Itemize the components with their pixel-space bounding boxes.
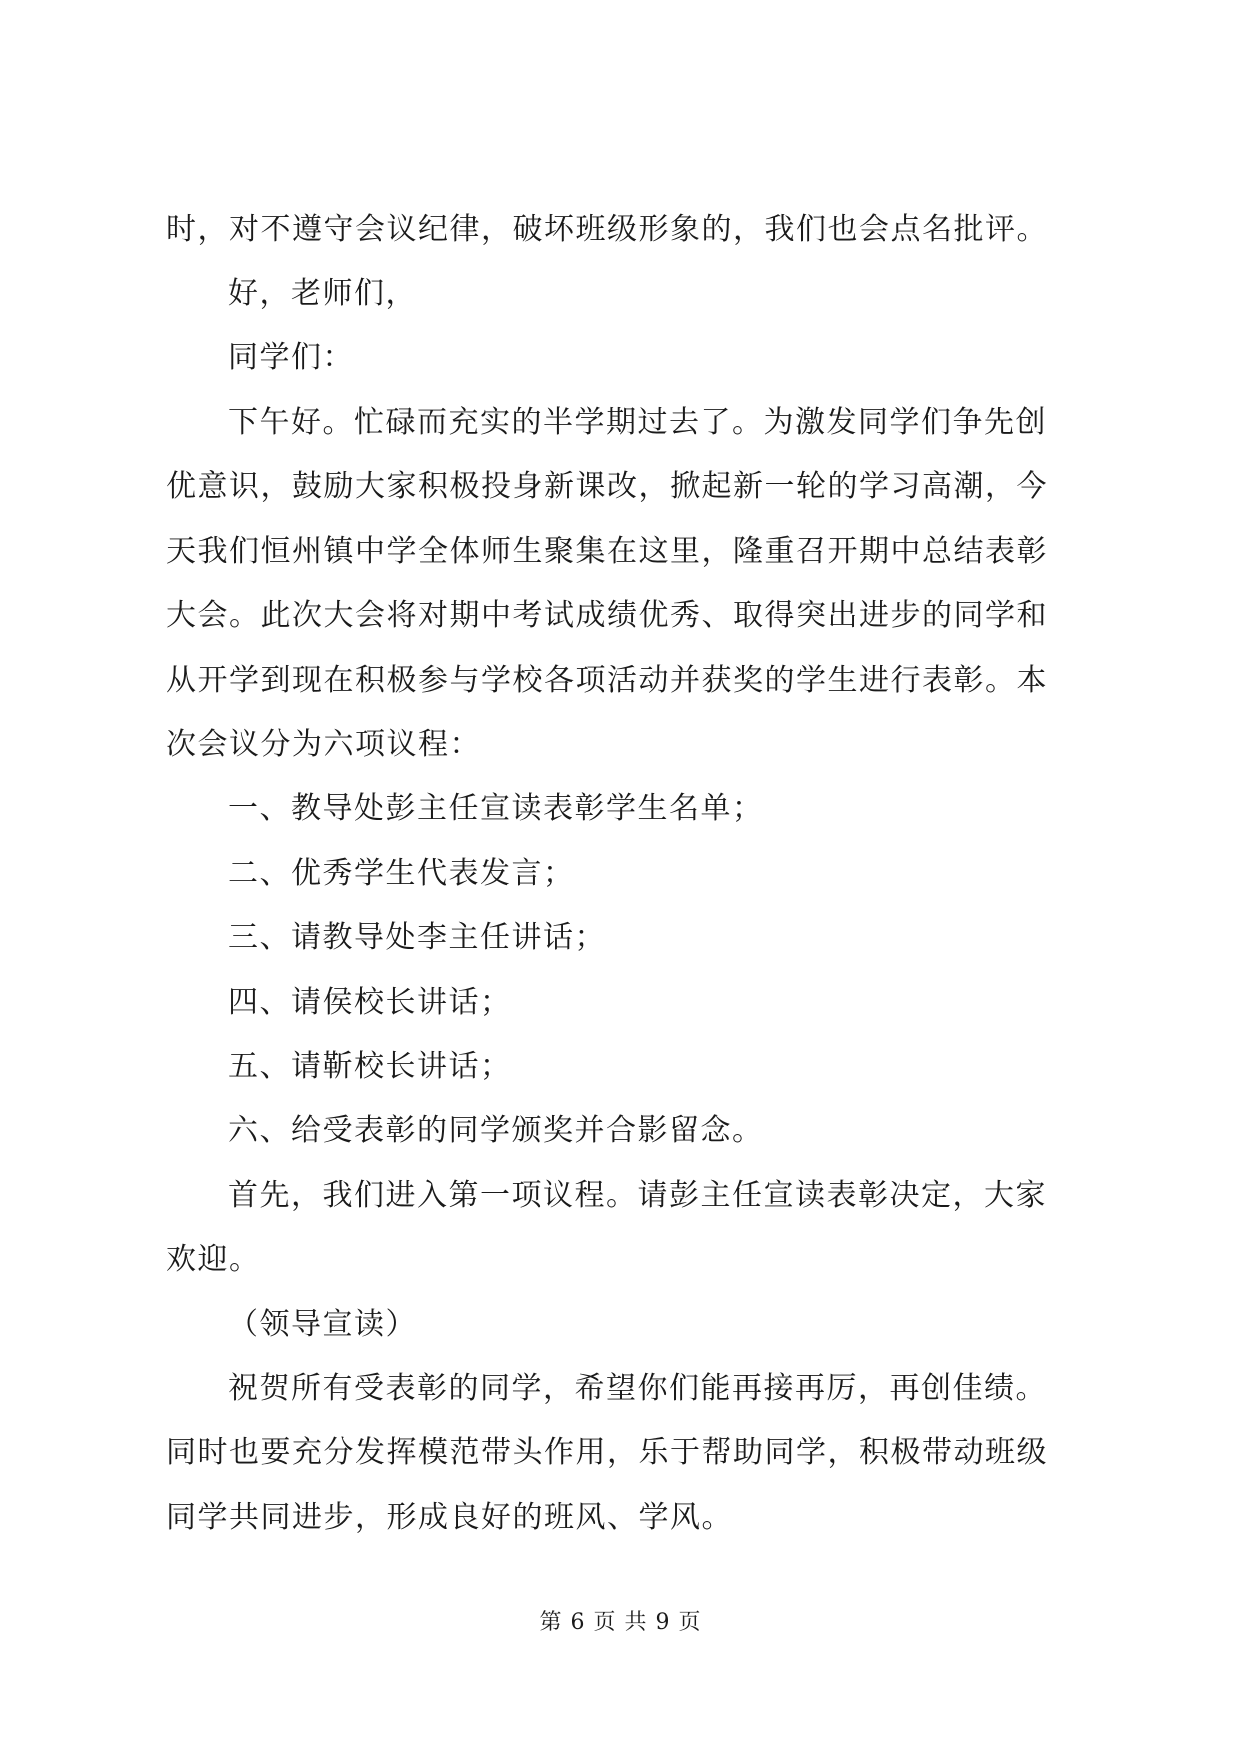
agenda-item: 二、优秀学生代表发言； [228, 856, 575, 891]
body-line: 大会。此次大会将对期中考试成绩优秀、取得突出进步的同学和 [166, 598, 1048, 633]
agenda-item: 五、请靳校长讲话； [228, 1049, 512, 1084]
body-line: 同学共同进步，形成良好的班风、学风。 [166, 1500, 733, 1535]
agenda-item: 三、请教导处李主任讲话； [228, 920, 606, 955]
body-line: 首先，我们进入第一项议程。请彭主任宣读表彰决定，大家 [228, 1178, 1047, 1213]
body-line: 同学们： [228, 340, 354, 375]
body-line: 同时也要充分发挥模范带头作用，乐于帮助同学，积极带动班级 [166, 1435, 1048, 1470]
body-line: 时，对不遵守会议纪律，破坏班级形象的，我们也会点名批评。 [166, 212, 1048, 247]
body-line: 祝贺所有受表彰的同学，希望你们能再接再厉，再创佳绩。 [228, 1371, 1047, 1406]
body-line: 天我们恒州镇中学全体师生聚集在这里，隆重召开期中总结表彰 [166, 534, 1048, 569]
body-line: 欢迎。 [166, 1242, 261, 1277]
body-line: （领导宣读） [228, 1307, 417, 1342]
body-line: 下午好。忙碌而充实的半学期过去了。为激发同学们争先创 [228, 405, 1047, 440]
body-line: 从开学到现在积极参与学校各项活动并获奖的学生进行表彰。本 [166, 663, 1048, 698]
body-line: 好，老师们， [228, 276, 417, 311]
body-line: 次会议分为六项议程： [166, 727, 481, 762]
page-number-footer: 第 6 页 共 9 页 [539, 1610, 702, 1635]
agenda-item: 六、给受表彰的同学颁奖并合影留念。 [228, 1113, 764, 1148]
agenda-item: 四、请侯校长讲话； [228, 985, 512, 1020]
body-line: 优意识，鼓励大家积极投身新课改，掀起新一轮的学习高潮，今 [166, 469, 1048, 504]
agenda-item: 一、教导处彭主任宣读表彰学生名单； [228, 791, 764, 826]
